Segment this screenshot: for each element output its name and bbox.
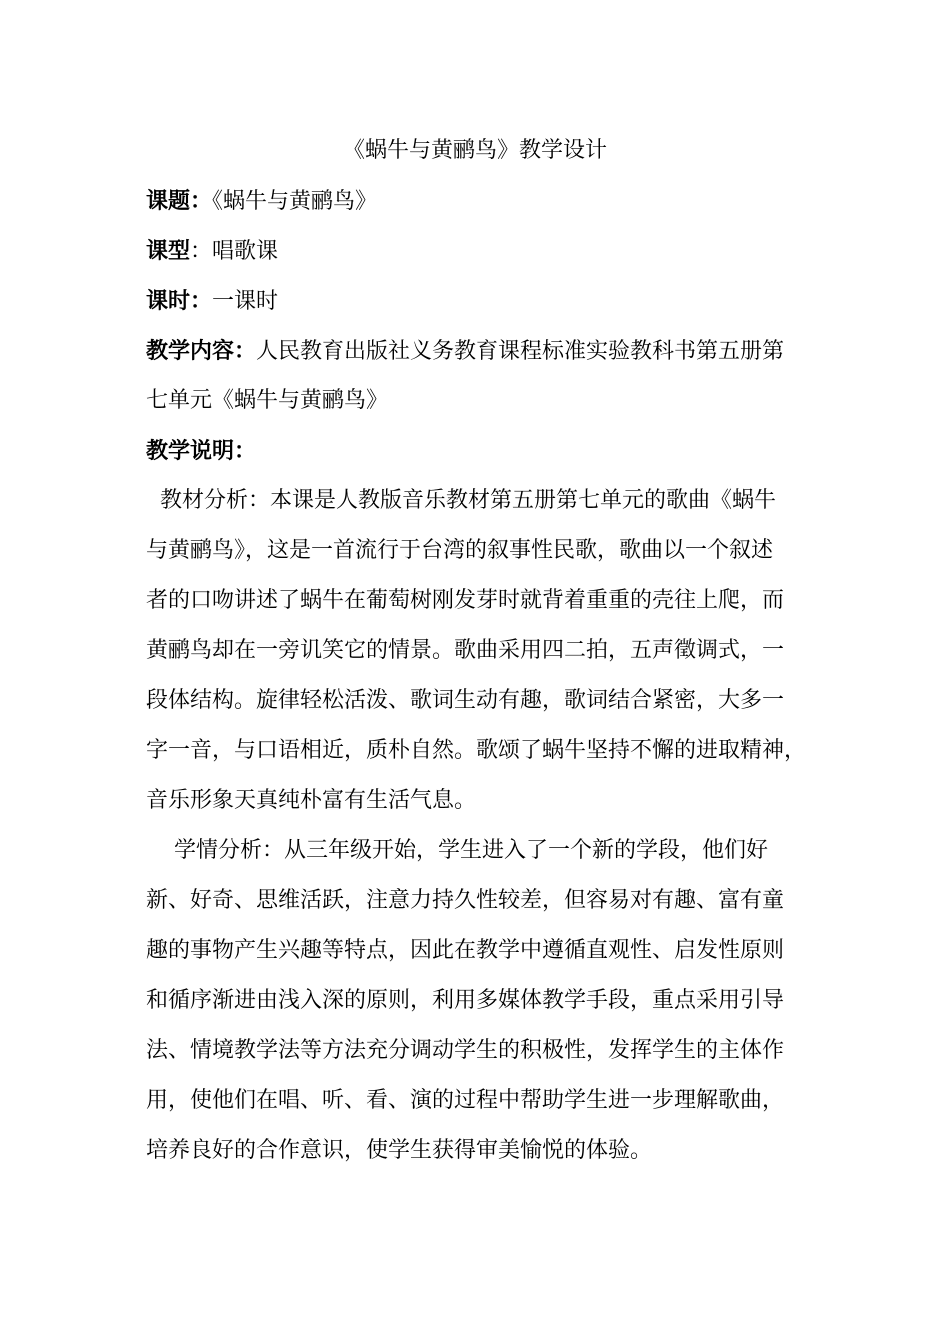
material-line: 者的口吻讲述了蜗牛在葡萄树刚发芽时就背着重重的壳往上爬，而 xyxy=(146,588,785,613)
material-line: 音乐形象天真纯朴富有生活气息。 xyxy=(146,788,477,813)
material-line: 教材分析：本课是人教版音乐教材第五册第七单元的歌曲《蜗牛 xyxy=(146,488,776,513)
field-content-line1: 人民教育出版社义务教育课程标准实验教科书第五册第 xyxy=(256,339,785,364)
field-type xyxy=(146,233,826,270)
field-period-label: 课时： xyxy=(146,288,213,314)
student-line: 学情分析：从三年级开始，学生进入了一个新的学段，他们好 xyxy=(146,838,768,863)
student-line: 和循序渐进由浅入深的原则，利用多媒体教学手段，重点采用引导 xyxy=(146,988,785,1013)
document-title: 《蜗牛与黄鹂鸟》教学设计 xyxy=(342,138,607,163)
material-line: 字一音，与口语相近，质朴自然。歌颂了蜗牛坚持不懈的进取精神， xyxy=(146,738,807,763)
field-content xyxy=(146,333,826,370)
field-type-value: 唱歌课 xyxy=(212,239,279,264)
field-content-label: 教学内容： xyxy=(146,338,257,364)
field-content-line2: 七单元《蜗牛与黄鹂鸟》 xyxy=(146,388,389,413)
field-topic xyxy=(146,183,826,220)
student-line: 培养良好的合作意识，使学生获得审美愉悦的体验。 xyxy=(146,1138,653,1163)
field-type-sep: ： xyxy=(190,239,213,264)
field-explain-label: 教学说明： xyxy=(146,438,257,464)
field-period-value: 一课时 xyxy=(212,289,279,314)
material-line: 黄鹂鸟却在一旁讥笑它的情景。歌曲采用四二拍，五声徵调式，一 xyxy=(146,638,785,663)
field-period xyxy=(146,283,826,320)
student-line: 法、情境教学法等方法充分调动学生的积极性，发挥学生的主体作 xyxy=(146,1038,785,1063)
material-line: 段体结构。旋律轻松活泼、歌词生动有趣，歌词结合紧密，大多一 xyxy=(146,688,785,713)
student-line: 用，使他们在唱、听、看、演的过程中帮助学生进一步理解歌曲， xyxy=(146,1088,785,1113)
material-line: 与黄鹂鸟》，这是一首流行于台湾的叙事性民歌，歌曲以一个叙述 xyxy=(146,538,774,563)
student-line: 趣的事物产生兴趣等特点，因此在教学中遵循直观性、启发性原则 xyxy=(146,938,785,963)
field-type-label: 课型 xyxy=(146,238,191,264)
field-topic-value: 《蜗牛与黄鹂鸟》 xyxy=(212,189,378,214)
student-line: 新、好奇、思维活跃，注意力持久性较差，但容易对有趣、富有童 xyxy=(146,888,785,913)
field-topic-label: 课题： xyxy=(146,188,213,214)
